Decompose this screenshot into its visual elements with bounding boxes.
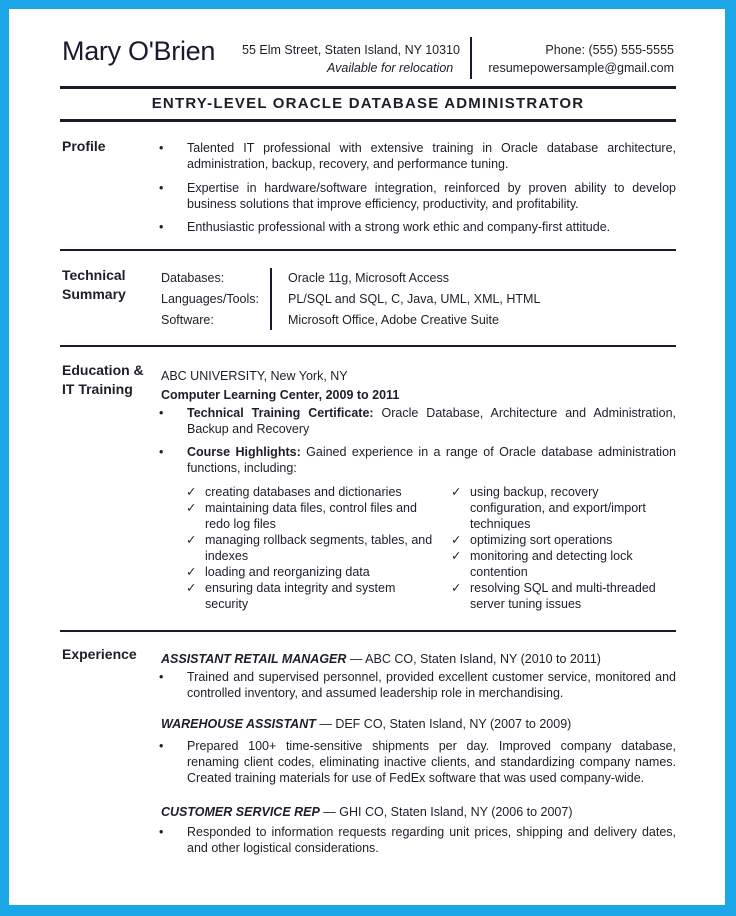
check-icon: ✓ (451, 485, 462, 499)
bullet: • (159, 670, 164, 684)
bullet: • (159, 445, 164, 459)
profile-item: Talented IT professional with extensive training in Oracle database architecture, administration, backup, recovery, and performance tuning. (187, 141, 676, 171)
resume-title: ENTRY-LEVEL ORACLE DATABASE ADMINISTRATOR (151, 95, 585, 112)
check-item: using backup, recovery configuration, and export/import techniques (470, 485, 646, 531)
job-details: — DEF CO, Staten Island, NY (2007 to 2009) (315, 717, 572, 731)
check-icon: ✓ (451, 549, 462, 563)
job-title: ASSISTANT RETAIL MANAGER (161, 652, 347, 666)
section-rule (60, 630, 676, 632)
certificate-text: Oracle Database, Architecture and Administration, Backup and Recovery (187, 406, 676, 436)
check-item: resolving SQL and multi-threaded server tuning issues (470, 581, 656, 611)
certificate (187, 405, 676, 437)
check-icon: ✓ (186, 485, 197, 499)
tech-value: PL/SQL and SQL, C, Java, UML, XML, HTML (288, 292, 541, 306)
profile-item: Expertise in hardware/software integration, reinforced by proven ability to develop business solutions that improve efficiency, productivity, and profitability. (187, 181, 676, 211)
learning-center: Computer Learning Center, 2009 to 2011 (161, 388, 400, 402)
bullet: • (159, 406, 164, 420)
certificate-label: Technical Training Certificate: (187, 406, 374, 420)
title-rule-bottom (60, 119, 676, 122)
job-details: — ABC CO, Staten Island, NY (2010 to 2011) (346, 652, 601, 666)
highlights-text: Gained experience in a range of Oracle database administration functions, including: (187, 445, 676, 475)
bullet: • (159, 141, 164, 155)
bullet: • (159, 739, 164, 753)
email: resumepowersample@gmail.com (488, 61, 674, 75)
check-icon: ✓ (451, 533, 462, 547)
phone: Phone: (555) 555-5555 (545, 43, 674, 57)
check-item: creating databases and dictionaries (205, 485, 402, 499)
technical-heading: Technical Summary (62, 267, 126, 302)
section-rule (60, 345, 676, 347)
tech-value: Microsoft Office, Adobe Creative Suite (288, 313, 499, 327)
profile-item: Enthusiastic professional with a strong work ethic and company-first attitude. (187, 220, 611, 234)
check-item: ensuring data integrity and system security (205, 581, 396, 611)
job-details: — GHI CO, Staten Island, NY (2006 to 2007) (319, 805, 573, 819)
education-heading: Education & IT Training (62, 362, 144, 397)
job-bullet: Prepared 100+ time-sensitive shipments per day. Improved company database, renaming client codes, eliminating inactive clients, and standardizing company names. Created training materials for use of FedEx software that was used company-wide. (187, 739, 676, 785)
check-item: maintaining data files, control files and redo log files (205, 501, 417, 531)
tech-value: Oracle 11g, Microsoft Access (288, 271, 449, 285)
check-item: monitoring and detecting lock contention (470, 549, 633, 579)
tech-label: Databases: (161, 271, 225, 285)
bullet: • (159, 220, 164, 234)
experience-heading: Experience (62, 646, 137, 662)
bullet: • (159, 825, 164, 839)
job-header (161, 804, 573, 820)
check-icon: ✓ (186, 581, 197, 595)
bullet: • (159, 181, 164, 195)
university: ABC UNIVERSITY, New York, NY (161, 369, 348, 383)
check-item: loading and reorganizing data (205, 565, 370, 579)
resume-page (9, 9, 725, 905)
relocation-note: Available for relocation (327, 61, 454, 75)
job-header (161, 716, 571, 732)
section-rule (60, 249, 676, 251)
job-title: CUSTOMER SERVICE REP (161, 805, 320, 819)
check-item: managing rollback segments, tables, and indexes (205, 533, 433, 563)
job-bullet: Responded to information requests regarding unit prices, shipping and delivery dates, and other logistical considerations. (187, 825, 676, 855)
check-icon: ✓ (186, 533, 197, 547)
job-header (161, 651, 601, 667)
check-item: optimizing sort operations (470, 533, 613, 547)
header-divider (470, 37, 472, 79)
candidate-name: Mary O'Brien (62, 36, 216, 66)
tech-label: Software: (161, 313, 214, 327)
highlights-label: Course Highlights: (187, 445, 301, 459)
tech-label: Languages/Tools: (161, 292, 259, 306)
address: 55 Elm Street, Staten Island, NY 10310 (242, 43, 460, 57)
check-icon: ✓ (451, 581, 462, 595)
job-title: WAREHOUSE ASSISTANT (161, 717, 316, 731)
course-highlights (187, 444, 676, 476)
profile-heading: Profile (62, 138, 106, 154)
check-icon: ✓ (186, 501, 197, 515)
title-rule-top (60, 86, 676, 89)
job-bullet: Trained and supervised personnel, provided excellent customer service, monitored and controlled inventory, and assumed leadership role in merchandising. (187, 670, 676, 700)
tech-divider (270, 268, 272, 330)
check-icon: ✓ (186, 565, 197, 579)
